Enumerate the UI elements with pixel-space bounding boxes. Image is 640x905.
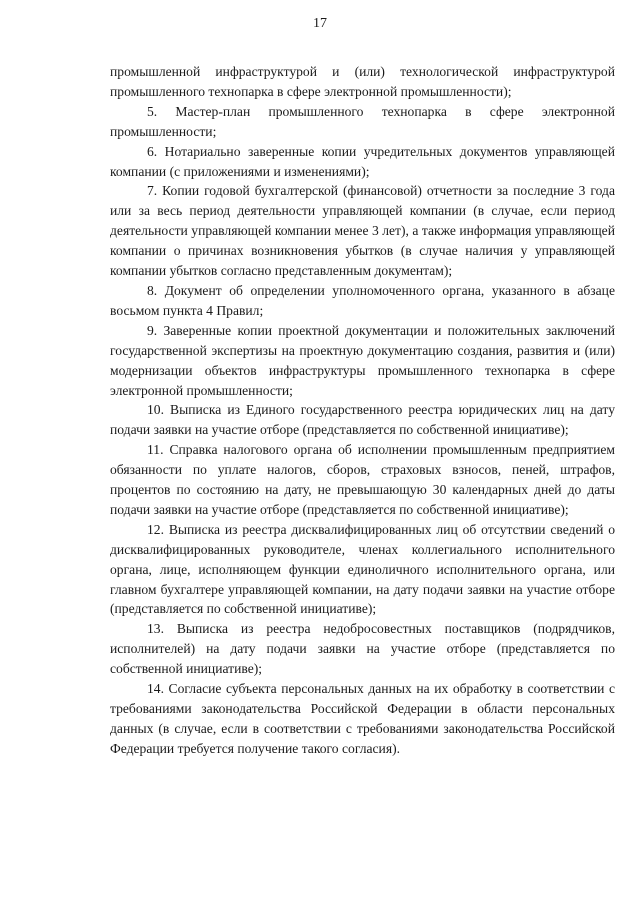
list-item-6: 6. Нотариально заверенные копии учредительных документов управляющей компании (с приложениями и изменениями); [110, 143, 615, 179]
paragraph-continuation: промышленной инфраструктурой и (или) технологической инфраструктурой промышленного технопарка в сфере электронной промышленности); [110, 64, 615, 99]
list-item-8: 8. Документ об определении уполномоченного органа, указанного в абзаце восьмом пункта 4 Правил; [110, 282, 615, 318]
list-item-10: 10. Выписка из Единого государственного реестра юридических лиц на дату подачи заявки на участие отборе (представляется по собственной инициативе); [110, 402, 615, 438]
list-item-5: 5. Мастер-план промышленного технопарка в сфере электронной промышленности; [110, 103, 615, 139]
list-item-12: 12. Выписка из реестра дисквалифицированных лиц об отсутствии сведений о дисквалифицированных руководителе, членах коллегиального исполнительного органа, лице, исполняющем функции единоличного исполнительного органа, или главном бухгалтере управляющей компании, на дату подачи заявки на участие отборе (представляется по собственной инициативе); [110, 521, 615, 617]
document-body [110, 62, 615, 759]
list-item-11: 11. Справка налогового органа об исполнении промышленным предприятием обязанности по уплате налогов, сборов, страховых взносов, пеней, штрафов, процентов по состоянию на дату, не превышающую 30 календарных дней до даты подачи заявки на участие отборе (представляется по собственной инициативе); [110, 442, 615, 517]
list-item-13: 13. Выписка из реестра недобросовестных поставщиков (подрядчиков, исполнителей) на дату подачи заявки на участие отборе (представляется по собственной инициативе); [110, 621, 615, 677]
list-item-9: 9. Заверенные копии проектной документации и положительных заключений государственной экспертизы на проектную документацию создания, развития и (или) модернизации объектов инфраструктуры промышленного технопарка в сфере электронной промышленности; [110, 322, 615, 398]
list-item-7: 7. Копии годовой бухгалтерской (финансовой) отчетности за последние 3 года или за весь период деятельности управляющей компании (в случае, если период деятельности управляющей компании менее 3 лет), а также информация управляющей компании о причинах возникновения убытков (в случае наличия у управляющей компании убытков согласно представленным документам); [110, 183, 615, 279]
page-number: 17 [313, 16, 327, 31]
list-item-14: 14. Согласие субъекта персональных данных на их обработку в соответствии с требованиями законодательства Российской Федерации в области персональных данных (в случае, если в соответствии с требованиями законодательства Российской Федерации требуется получение такого согласия). [110, 681, 615, 756]
